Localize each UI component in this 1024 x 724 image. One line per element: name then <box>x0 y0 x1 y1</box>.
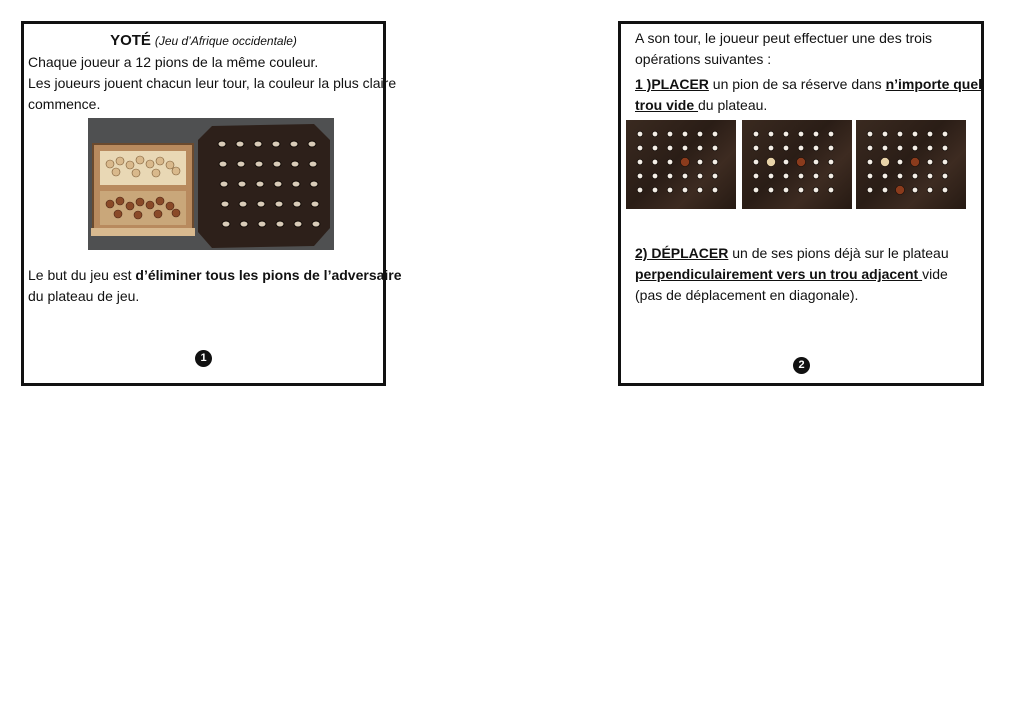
move-label: 2) DÉPLACER <box>635 245 729 261</box>
light-pawn <box>767 158 776 167</box>
board-photo-1 <box>626 120 736 209</box>
rules-card-1 <box>21 21 402 386</box>
dark-pawn <box>896 186 905 195</box>
move-note: (pas de déplacement en diagonale). <box>635 287 859 303</box>
board-photo-3 <box>856 120 966 209</box>
page-number-badge: 2 <box>793 357 810 374</box>
dark-pawn <box>911 158 920 167</box>
intro-line-cont: opérations suivantes : <box>635 51 772 67</box>
place-bold: n’importe quel <box>885 76 983 92</box>
page-number-badge: 1 <box>195 350 212 367</box>
move-end: vide <box>922 266 948 282</box>
goal-prefix: Le but du jeu est <box>28 267 136 283</box>
place-text: un pion de sa réserve dans <box>708 76 886 92</box>
dark-pawn <box>681 158 690 167</box>
rule-line-turns: Les joueurs jouent chacun leur tour, la couleur la plus claire <box>28 75 397 91</box>
move-rule-line-cont <box>635 264 948 285</box>
place-rule-line <box>635 74 982 95</box>
goal-line-cont: du plateau de jeu. <box>28 288 140 304</box>
rules-card-2 <box>618 21 984 386</box>
move-rule-line <box>635 243 949 264</box>
light-pawn <box>881 158 890 167</box>
goal-line <box>28 265 402 286</box>
intro-line: A son tour, le joueur peut effectuer une des trois <box>635 30 933 46</box>
goal-bold: d’éliminer tous les pions de l’adversaire <box>135 267 402 283</box>
dark-pawn <box>797 158 806 167</box>
place-end: du plateau. <box>698 97 768 113</box>
move-text: un de ses pions déjà sur le plateau <box>728 245 949 261</box>
rule-line-turns-cont: commence. <box>28 96 101 112</box>
game-set-photo <box>88 118 334 250</box>
game-title: YOTÉ <box>110 32 151 49</box>
place-rule-line-cont <box>635 95 767 116</box>
rule-line-pawns: Chaque joueur a 12 pions de la même couleur. <box>28 54 319 70</box>
game-subtitle: (Jeu d’Afrique occidentale) <box>154 34 297 48</box>
place-label: 1 )PLACER <box>635 76 709 92</box>
card-title-row <box>24 30 383 51</box>
board-photo-2 <box>742 120 852 209</box>
move-bold: perpendiculairement vers un trou adjacent <box>635 266 923 282</box>
place-bold-2: trou vide <box>635 97 699 113</box>
